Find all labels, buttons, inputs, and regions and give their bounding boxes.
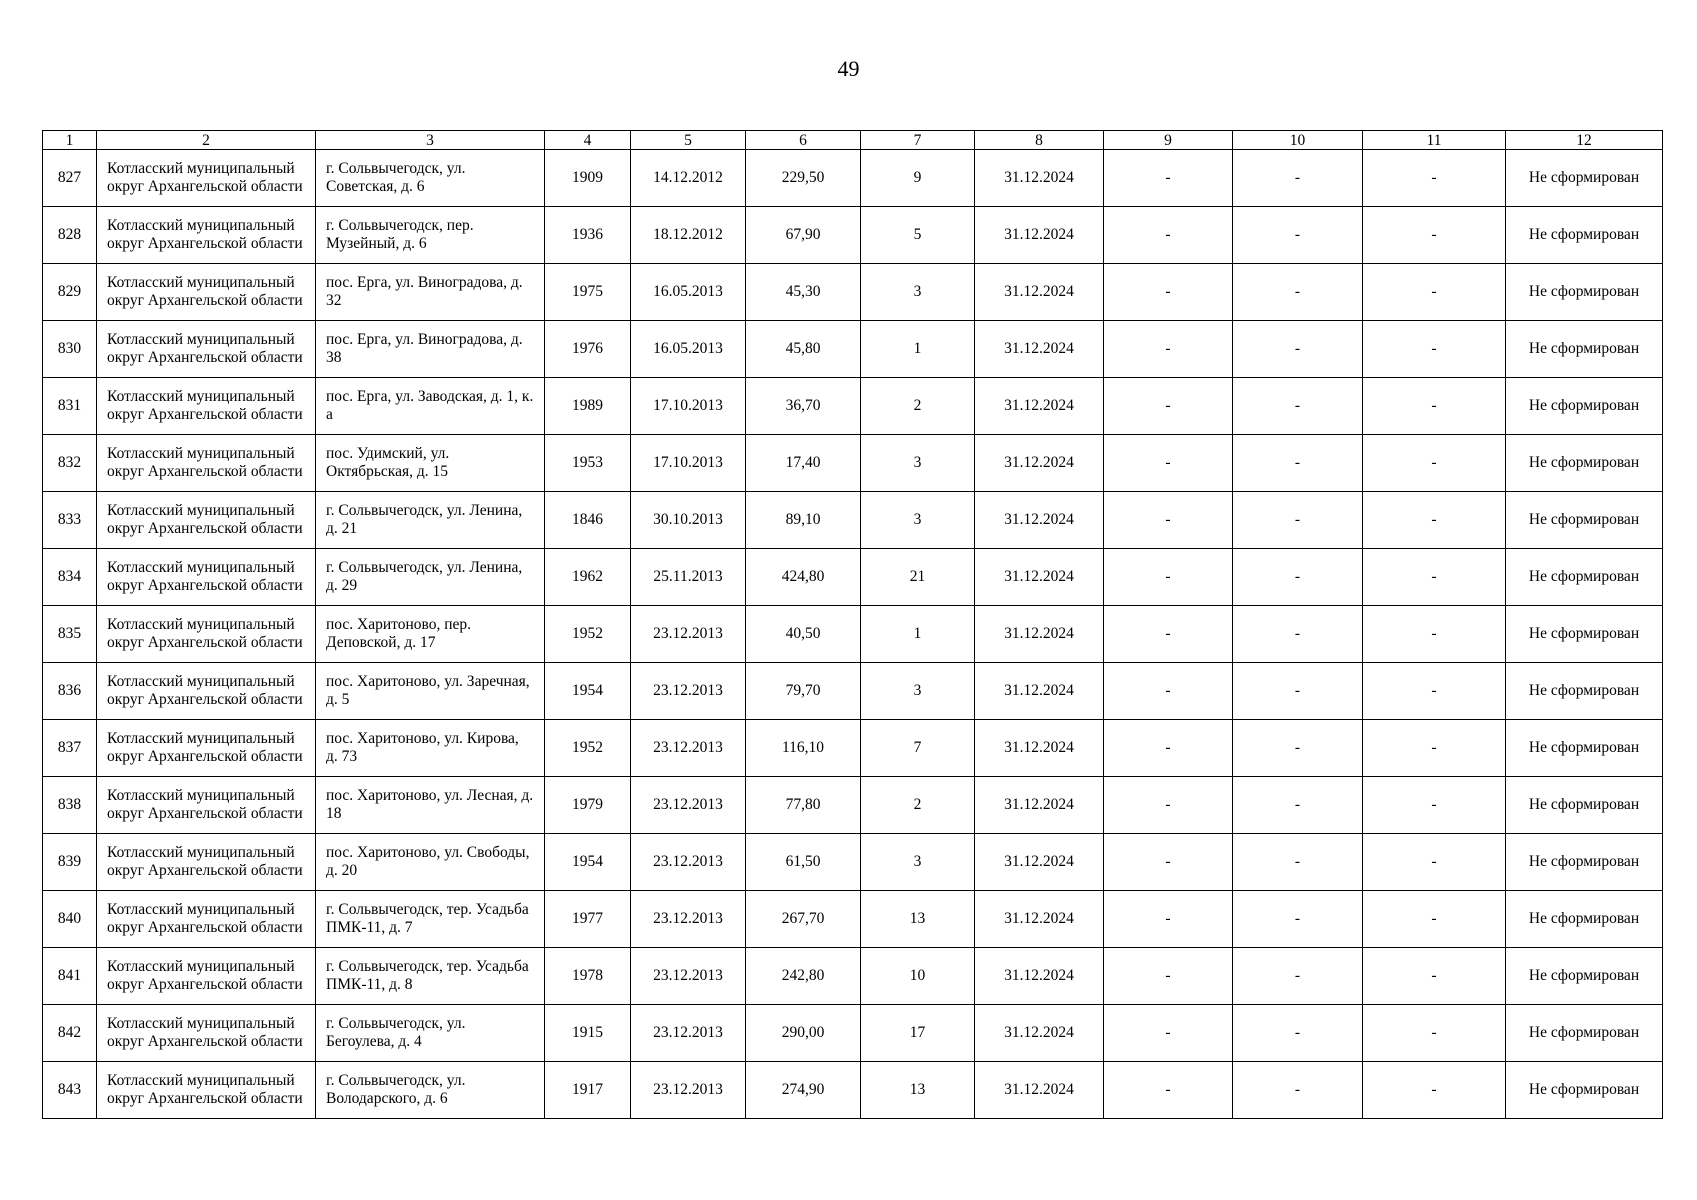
column-number-header: 5 [631,131,746,150]
status-cell: Не сформирован [1506,891,1663,948]
residents-cell: 3 [861,834,975,891]
area-cell: 45,30 [746,264,861,321]
year-built-cell: 1953 [545,435,631,492]
column-11-cell: - [1363,378,1506,435]
column-10-cell: - [1233,492,1363,549]
area-cell: 424,80 [746,549,861,606]
residents-cell: 21 [861,549,975,606]
row-number-cell: 833 [43,492,97,549]
deadline-cell: 31.12.2024 [975,492,1104,549]
column-11-cell: - [1363,948,1506,1005]
address-cell: г. Сольвычегодск, ул. Володарского, д. 6 [316,1062,545,1119]
date-cell: 23.12.2013 [631,663,746,720]
municipality-cell: Котласский муниципальный округ Архангельской области [97,321,316,378]
row-number-cell: 842 [43,1005,97,1062]
column-11-cell: - [1363,834,1506,891]
table-row [43,492,1663,549]
municipality-cell: Котласский муниципальный округ Архангельской области [97,435,316,492]
residents-cell: 13 [861,1062,975,1119]
deadline-cell: 31.12.2024 [975,150,1104,207]
municipality-cell: Котласский муниципальный округ Архангельской области [97,549,316,606]
municipality-cell: Котласский муниципальный округ Архангельской области [97,378,316,435]
deadline-cell: 31.12.2024 [975,948,1104,1005]
area-cell: 267,70 [746,891,861,948]
column-10-cell: - [1233,606,1363,663]
column-11-cell: - [1363,435,1506,492]
status-cell: Не сформирован [1506,720,1663,777]
column-9-cell: - [1104,720,1233,777]
column-number-header: 1 [43,131,97,150]
status-cell: Не сформирован [1506,435,1663,492]
column-10-cell: - [1233,891,1363,948]
row-number-cell: 835 [43,606,97,663]
status-cell: Не сформирован [1506,378,1663,435]
row-number-cell: 838 [43,777,97,834]
area-cell: 17,40 [746,435,861,492]
address-cell: г. Сольвычегодск, ул. Ленина, д. 29 [316,549,545,606]
column-10-cell: - [1233,435,1363,492]
status-cell: Не сформирован [1506,777,1663,834]
column-11-cell: - [1363,1062,1506,1119]
year-built-cell: 1846 [545,492,631,549]
status-cell: Не сформирован [1506,834,1663,891]
year-built-cell: 1952 [545,720,631,777]
date-cell: 18.12.2012 [631,207,746,264]
residents-cell: 3 [861,492,975,549]
municipality-cell: Котласский муниципальный округ Архангельской области [97,207,316,264]
column-10-cell: - [1233,834,1363,891]
table-row [43,150,1663,207]
year-built-cell: 1962 [545,549,631,606]
date-cell: 23.12.2013 [631,777,746,834]
row-number-cell: 829 [43,264,97,321]
municipality-cell: Котласский муниципальный округ Архангельской области [97,1005,316,1062]
column-9-cell: - [1104,378,1233,435]
registry-table [42,130,1663,1119]
year-built-cell: 1936 [545,207,631,264]
municipality-cell: Котласский муниципальный округ Архангельской области [97,834,316,891]
column-9-cell: - [1104,150,1233,207]
address-cell: пос. Удимский, ул. Октябрьская, д. 15 [316,435,545,492]
column-11-cell: - [1363,207,1506,264]
row-number-cell: 836 [43,663,97,720]
column-9-cell: - [1104,1005,1233,1062]
date-cell: 25.11.2013 [631,549,746,606]
date-cell: 14.12.2012 [631,150,746,207]
deadline-cell: 31.12.2024 [975,321,1104,378]
residents-cell: 9 [861,150,975,207]
column-10-cell: - [1233,207,1363,264]
year-built-cell: 1975 [545,264,631,321]
column-number-header: 2 [97,131,316,150]
column-9-cell: - [1104,435,1233,492]
year-built-cell: 1976 [545,321,631,378]
status-cell: Не сформирован [1506,492,1663,549]
column-11-cell: - [1363,549,1506,606]
deadline-cell: 31.12.2024 [975,264,1104,321]
table-row [43,720,1663,777]
address-cell: пос. Ерга, ул. Заводская, д. 1, к. а [316,378,545,435]
column-11-cell: - [1363,264,1506,321]
address-cell: г. Сольвычегодск, тер. Усадьба ПМК-11, д. 7 [316,891,545,948]
deadline-cell: 31.12.2024 [975,720,1104,777]
date-cell: 23.12.2013 [631,606,746,663]
row-number-cell: 831 [43,378,97,435]
table-row [43,1062,1663,1119]
status-cell: Не сформирован [1506,207,1663,264]
column-number-header: 11 [1363,131,1506,150]
area-cell: 242,80 [746,948,861,1005]
table-row [43,891,1663,948]
year-built-cell: 1954 [545,834,631,891]
residents-cell: 13 [861,891,975,948]
residents-cell: 3 [861,264,975,321]
deadline-cell: 31.12.2024 [975,1005,1104,1062]
year-built-cell: 1915 [545,1005,631,1062]
address-cell: пос. Ерга, ул. Виноградова, д. 32 [316,264,545,321]
table-row [43,207,1663,264]
row-number-cell: 837 [43,720,97,777]
row-number-cell: 839 [43,834,97,891]
status-cell: Не сформирован [1506,606,1663,663]
status-cell: Не сформирован [1506,948,1663,1005]
deadline-cell: 31.12.2024 [975,663,1104,720]
municipality-cell: Котласский муниципальный округ Архангельской области [97,492,316,549]
year-built-cell: 1952 [545,606,631,663]
address-cell: пос. Харитоново, ул. Кирова, д. 73 [316,720,545,777]
address-cell: пос. Харитоново, ул. Заречная, д. 5 [316,663,545,720]
column-10-cell: - [1233,1062,1363,1119]
year-built-cell: 1978 [545,948,631,1005]
column-10-cell: - [1233,150,1363,207]
column-11-cell: - [1363,777,1506,834]
table-body [43,150,1663,1119]
municipality-cell: Котласский муниципальный округ Архангельской области [97,150,316,207]
residents-cell: 7 [861,720,975,777]
address-cell: г. Сольвычегодск, пер. Музейный, д. 6 [316,207,545,264]
column-number-header: 8 [975,131,1104,150]
column-9-cell: - [1104,492,1233,549]
date-cell: 17.10.2013 [631,435,746,492]
date-cell: 23.12.2013 [631,834,746,891]
column-10-cell: - [1233,378,1363,435]
residents-cell: 5 [861,207,975,264]
address-cell: пос. Харитоново, ул. Лесная, д. 18 [316,777,545,834]
area-cell: 40,50 [746,606,861,663]
deadline-cell: 31.12.2024 [975,549,1104,606]
deadline-cell: 31.12.2024 [975,1062,1104,1119]
column-10-cell: - [1233,549,1363,606]
municipality-cell: Котласский муниципальный округ Архангельской области [97,663,316,720]
row-number-cell: 827 [43,150,97,207]
date-cell: 17.10.2013 [631,378,746,435]
year-built-cell: 1909 [545,150,631,207]
deadline-cell: 31.12.2024 [975,606,1104,663]
year-built-cell: 1979 [545,777,631,834]
area-cell: 36,70 [746,378,861,435]
residents-cell: 1 [861,321,975,378]
column-9-cell: - [1104,1062,1233,1119]
column-number-header: 9 [1104,131,1233,150]
deadline-cell: 31.12.2024 [975,834,1104,891]
municipality-cell: Котласский муниципальный округ Архангельской области [97,777,316,834]
table-row [43,264,1663,321]
municipality-cell: Котласский муниципальный округ Архангельской области [97,720,316,777]
residents-cell: 17 [861,1005,975,1062]
column-number-header: 4 [545,131,631,150]
date-cell: 16.05.2013 [631,321,746,378]
table-row [43,549,1663,606]
column-11-cell: - [1363,606,1506,663]
row-number-cell: 834 [43,549,97,606]
column-9-cell: - [1104,891,1233,948]
status-cell: Не сформирован [1506,150,1663,207]
column-number-header: 7 [861,131,975,150]
row-number-cell: 843 [43,1062,97,1119]
area-cell: 61,50 [746,834,861,891]
row-number-cell: 832 [43,435,97,492]
table-row [43,321,1663,378]
residents-cell: 2 [861,777,975,834]
column-10-cell: - [1233,321,1363,378]
table-row [43,777,1663,834]
column-10-cell: - [1233,1005,1363,1062]
address-cell: г. Сольвычегодск, ул. Советская, д. 6 [316,150,545,207]
area-cell: 116,10 [746,720,861,777]
area-cell: 79,70 [746,663,861,720]
municipality-cell: Котласский муниципальный округ Архангельской области [97,264,316,321]
column-9-cell: - [1104,606,1233,663]
address-cell: г. Сольвычегодск, тер. Усадьба ПМК-11, д. 8 [316,948,545,1005]
column-number-header: 10 [1233,131,1363,150]
column-number-header: 12 [1506,131,1663,150]
status-cell: Не сформирован [1506,1062,1663,1119]
year-built-cell: 1954 [545,663,631,720]
deadline-cell: 31.12.2024 [975,777,1104,834]
column-11-cell: - [1363,1005,1506,1062]
date-cell: 30.10.2013 [631,492,746,549]
address-cell: г. Сольвычегодск, ул. Бегоулева, д. 4 [316,1005,545,1062]
area-cell: 67,90 [746,207,861,264]
column-number-row [43,131,1663,150]
table-row [43,663,1663,720]
municipality-cell: Котласский муниципальный округ Архангельской области [97,891,316,948]
municipality-cell: Котласский муниципальный округ Архангельской области [97,948,316,1005]
address-cell: пос. Ерга, ул. Виноградова, д. 38 [316,321,545,378]
date-cell: 16.05.2013 [631,264,746,321]
column-10-cell: - [1233,264,1363,321]
table-row [43,606,1663,663]
date-cell: 23.12.2013 [631,1005,746,1062]
year-built-cell: 1989 [545,378,631,435]
area-cell: 89,10 [746,492,861,549]
date-cell: 23.12.2013 [631,891,746,948]
table-row [43,948,1663,1005]
area-cell: 45,80 [746,321,861,378]
column-10-cell: - [1233,777,1363,834]
page-number: 49 [837,56,860,81]
table-row [43,834,1663,891]
column-9-cell: - [1104,321,1233,378]
column-10-cell: - [1233,663,1363,720]
area-cell: 229,50 [746,150,861,207]
residents-cell: 3 [861,663,975,720]
area-cell: 77,80 [746,777,861,834]
date-cell: 23.12.2013 [631,720,746,777]
column-11-cell: - [1363,891,1506,948]
residents-cell: 1 [861,606,975,663]
status-cell: Не сформирован [1506,1005,1663,1062]
residents-cell: 2 [861,378,975,435]
year-built-cell: 1977 [545,891,631,948]
municipality-cell: Котласский муниципальный округ Архангельской области [97,606,316,663]
row-number-cell: 841 [43,948,97,1005]
table-row [43,378,1663,435]
municipality-cell: Котласский муниципальный округ Архангельской области [97,1062,316,1119]
column-9-cell: - [1104,948,1233,1005]
column-11-cell: - [1363,720,1506,777]
deadline-cell: 31.12.2024 [975,207,1104,264]
table-row [43,1005,1663,1062]
deadline-cell: 31.12.2024 [975,378,1104,435]
address-cell: г. Сольвычегодск, ул. Ленина, д. 21 [316,492,545,549]
status-cell: Не сформирован [1506,663,1663,720]
address-cell: пос. Харитоново, ул. Свободы, д. 20 [316,834,545,891]
column-9-cell: - [1104,264,1233,321]
column-9-cell: - [1104,549,1233,606]
column-9-cell: - [1104,207,1233,264]
column-11-cell: - [1363,492,1506,549]
column-11-cell: - [1363,663,1506,720]
column-number-header: 6 [746,131,861,150]
deadline-cell: 31.12.2024 [975,435,1104,492]
date-cell: 23.12.2013 [631,948,746,1005]
column-11-cell: - [1363,150,1506,207]
deadline-cell: 31.12.2024 [975,891,1104,948]
column-11-cell: - [1363,321,1506,378]
table-row [43,435,1663,492]
residents-cell: 3 [861,435,975,492]
column-10-cell: - [1233,720,1363,777]
column-9-cell: - [1104,663,1233,720]
status-cell: Не сформирован [1506,549,1663,606]
row-number-cell: 828 [43,207,97,264]
row-number-cell: 830 [43,321,97,378]
column-9-cell: - [1104,777,1233,834]
address-cell: пос. Харитоново, пер. Деповской, д. 17 [316,606,545,663]
column-9-cell: - [1104,834,1233,891]
year-built-cell: 1917 [545,1062,631,1119]
column-number-header: 3 [316,131,545,150]
area-cell: 290,00 [746,1005,861,1062]
residents-cell: 10 [861,948,975,1005]
row-number-cell: 840 [43,891,97,948]
status-cell: Не сформирован [1506,264,1663,321]
status-cell: Не сформирован [1506,321,1663,378]
column-10-cell: - [1233,948,1363,1005]
date-cell: 23.12.2013 [631,1062,746,1119]
area-cell: 274,90 [746,1062,861,1119]
